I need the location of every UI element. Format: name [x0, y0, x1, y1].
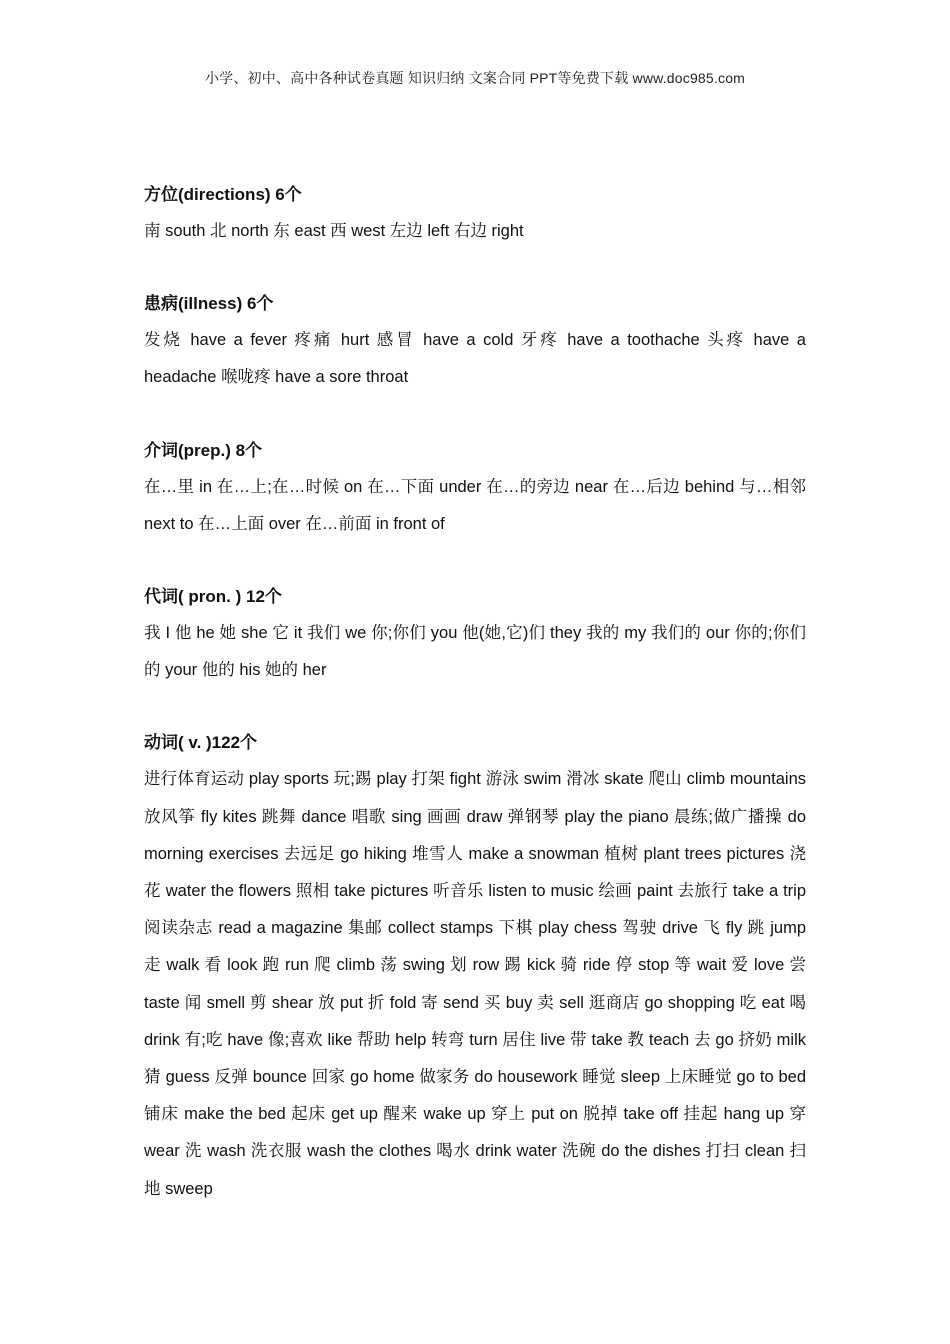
section-title: 方位(directions) 6个 [144, 185, 302, 204]
section-body: 进行体育运动 play sports 玩;踢 play 打架 fight 游泳 swim 滑冰 skate 爬山 climb mountains 放风筝 fly kites 跳舞 dance 唱歌 sing 画画 draw 弹钢琴 play the piano 晨练;做广播操 do morning exercises 去远足 go hiking 堆雪人 make a snowman 植树 plant trees pictures 浇花 water the flowers 照相 take pictures 听音乐 listen to music 绘画 paint 去旅行 take a trip 阅读杂志 read a magazine 集邮 collect stamps 下棋 play chess 驾驶 drive 飞 fly 跳 jump 走 walk 看 look 跑 run 爬 climb 荡 swing 划 row 踢 kick 骑 ride 停 stop 等 wait 爱 love 尝 taste 闻 smell 剪 shear 放 put 折 fold 寄 send 买 buy 卖 sell 逛商店 go shopping 吃 eat 喝 drink 有;吃 have 像;喜欢 like 帮助 help 转弯 turn 居住 live 带 take 教 teach 去 go 挤奶 milk 猜 guess 反弹 bounce 回家 go home 做家务 do housework 睡觉 sleep 上床睡觉 go to bed 铺床 make the bed 起床 get up 醒来 wake up 穿上 put on 脱掉 take off 挂起 hang up 穿 wear 洗 wash 洗衣服 wash the clothes 喝水 drink water 洗碗 do the dishes 打扫 clean 扫地 sweep [144, 770, 806, 1198]
section-title: 动词( v. )122个 [144, 733, 258, 753]
document-body [144, 176, 806, 1243]
section-title: 代词( pron. ) 12个 [144, 587, 282, 607]
section-title: 患病(illness) 6个 [144, 294, 274, 314]
section-prepositions [144, 432, 806, 543]
section-illness [144, 285, 806, 396]
section-title: 介词(prep.) 8个 [144, 440, 263, 460]
section-body: 我 I 他 he 她 she 它 it 我们 we 你;你们 you 他(她,它)们 they 我的 my 我们的 our 你的;你们的 your 他的 his 她的 her [144, 624, 806, 680]
section-directions [144, 176, 806, 250]
section-verbs [144, 724, 806, 1207]
section-body: 南 south 北 north 东 east 西 west 左边 left 右边 right [144, 222, 524, 240]
page-header: 小学、初中、高中各种试卷真题 知识归纳 文案合同 PPT等免费下载 www.doc985.com [204, 70, 746, 86]
section-body: 发烧 have a fever 疼痛 hurt 感冒 have a cold 牙疼 have a toothache 头疼 have a headache 喉咙疼 have a sore throat [144, 331, 806, 387]
section-pronouns [144, 578, 806, 689]
section-body: 在…里 in 在…上;在…时候 on 在…下面 under 在…的旁边 near 在…后边 behind 与…相邻 next to 在…上面 over 在…前面 in front of [144, 477, 806, 533]
